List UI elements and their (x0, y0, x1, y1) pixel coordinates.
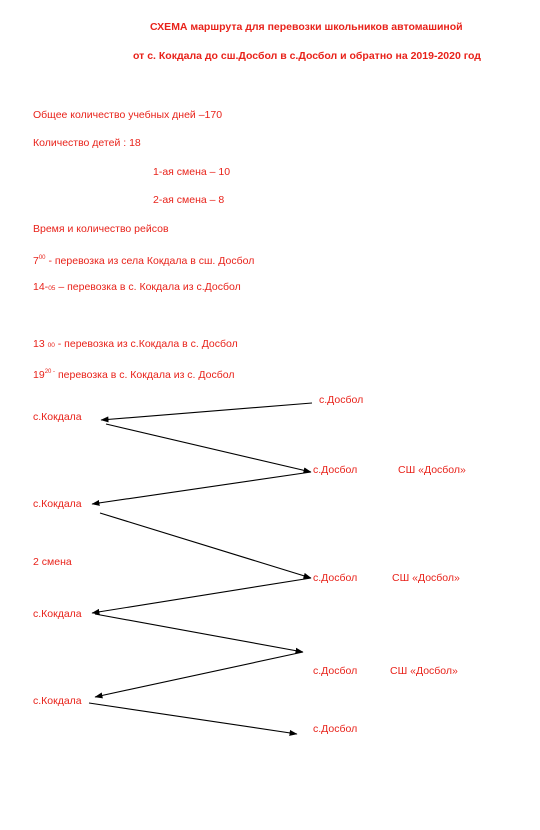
trip-time-sub: 05 (48, 285, 56, 292)
trip-text: перевозка в с. Кокдала из с. Досбол (55, 369, 235, 381)
title-line-1: СХЕМА маршрута для перевозки школьников автомашиной (150, 21, 463, 33)
school-label: СШ «Досбол» (392, 572, 460, 584)
school-label: СШ «Досбол» (398, 464, 466, 476)
village-kokdala-label: с.Кокдала (33, 695, 82, 707)
village-kokdala-label: с.Кокдала (33, 411, 82, 423)
school-label: СШ «Досбол» (390, 665, 458, 677)
route-arrow-5 (92, 578, 311, 613)
route-arrow-4 (100, 513, 311, 578)
shift-1-count: 1-ая смена – 10 (153, 166, 231, 178)
trip-text: - перевозка из села Кокдала в сш. Досбол (45, 255, 255, 267)
route-arrow-7 (95, 652, 303, 697)
village-kokdala-label: с.Кокдала (33, 608, 82, 620)
trips-heading: Время и количество рейсов (33, 223, 169, 235)
trip-time: 13 (33, 338, 48, 350)
route-arrow-3 (92, 472, 311, 504)
trip-text: – перевозка в с. Кокдала из с.Досбол (55, 281, 241, 293)
route-arrow-6 (95, 614, 303, 652)
trip-time: 14- (33, 281, 49, 293)
village-dosbol-label: с.Досбол (313, 665, 358, 677)
village-kokdala-label: с.Кокдала (33, 498, 82, 510)
trip-time: 19 (33, 369, 45, 381)
village-dosbol-label: с.Досбол (313, 723, 358, 735)
route-arrow-8 (89, 703, 297, 734)
shift-2-label: 2 смена (33, 556, 72, 568)
trip-time: 7 (33, 255, 39, 267)
study-days: Общее количество учебных дней –170 (33, 109, 223, 121)
children-count: Количество детей : 18 (33, 137, 141, 149)
title-line-2: от с. Кокдала до сш.Досбол в с.Досбол и обратно на 2019-2020 год (133, 50, 481, 62)
village-dosbol-label: с.Досбол (313, 464, 358, 476)
trip-time-sub: 00 (47, 342, 55, 349)
route-arrow-1 (101, 403, 312, 420)
trip-text: - перевозка из с.Кокдала в с. Досбол (54, 338, 238, 350)
village-dosbol-label: с.Досбол (313, 572, 358, 584)
shift-2-count: 2-ая смена – 8 (153, 194, 225, 206)
village-dosbol-label: с.Досбол (319, 394, 364, 406)
trip-time-sup: 20 - (44, 369, 56, 375)
trip-time-sup: 00 (38, 255, 46, 261)
route-arrow-2 (106, 424, 311, 472)
